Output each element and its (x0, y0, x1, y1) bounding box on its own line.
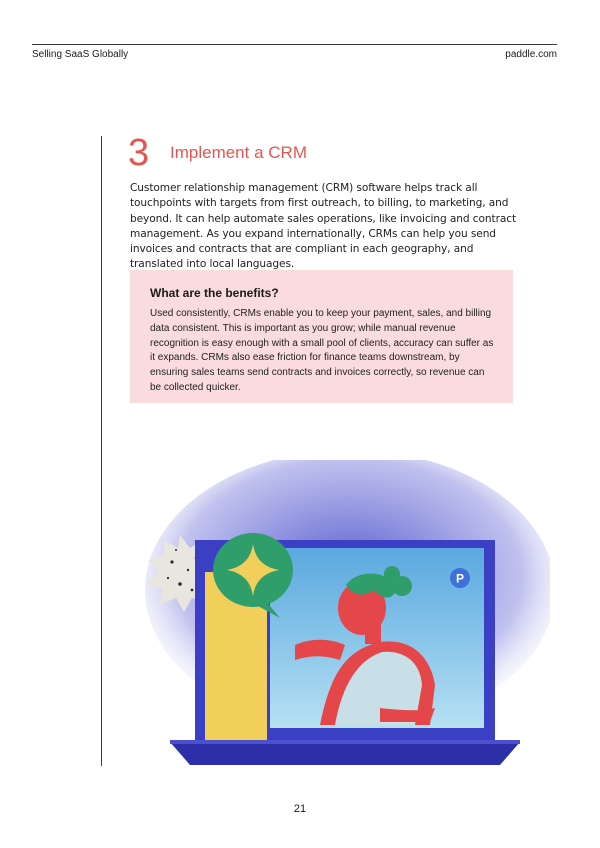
header-title: Selling SaaS Globally (32, 49, 129, 60)
svg-text:P: P (455, 571, 465, 586)
page-number: 21 (293, 803, 307, 815)
intro-paragraph: Customer relationship management (CRM) software helps track all touchpoints with targets from first outreach, to billing, to marketing, and beyond. It can help automate sales operations, like invoicing and contract management. As you expand internationally, CRMs can help you send invoices and contracts that are compliant in each geography, and translated into local languages. (130, 182, 516, 271)
header-link[interactable]: paddle.com (505, 49, 557, 60)
callout-title: What are the benefits? (150, 286, 279, 300)
benefits-callout (130, 270, 513, 403)
section-number: 3 (128, 132, 150, 174)
section-title: Implement a CRM (170, 143, 307, 162)
header-rule (32, 44, 557, 45)
laptop-base (170, 742, 520, 765)
crm-illustration (130, 460, 550, 770)
section-side-rule (101, 136, 102, 766)
callout-body: Used consistently, CRMs enable you to keep your payment, sales, and billing data consistent. This is important as you grow; while manual revenue recognition is easy enough with a small pool of clients, accuracy can suffer as it expands. CRMs also ease friction for finance teams downstream, by ensuring sales teams send contracts and invoices correctly, so revenue can be collected quicker. (150, 308, 494, 393)
